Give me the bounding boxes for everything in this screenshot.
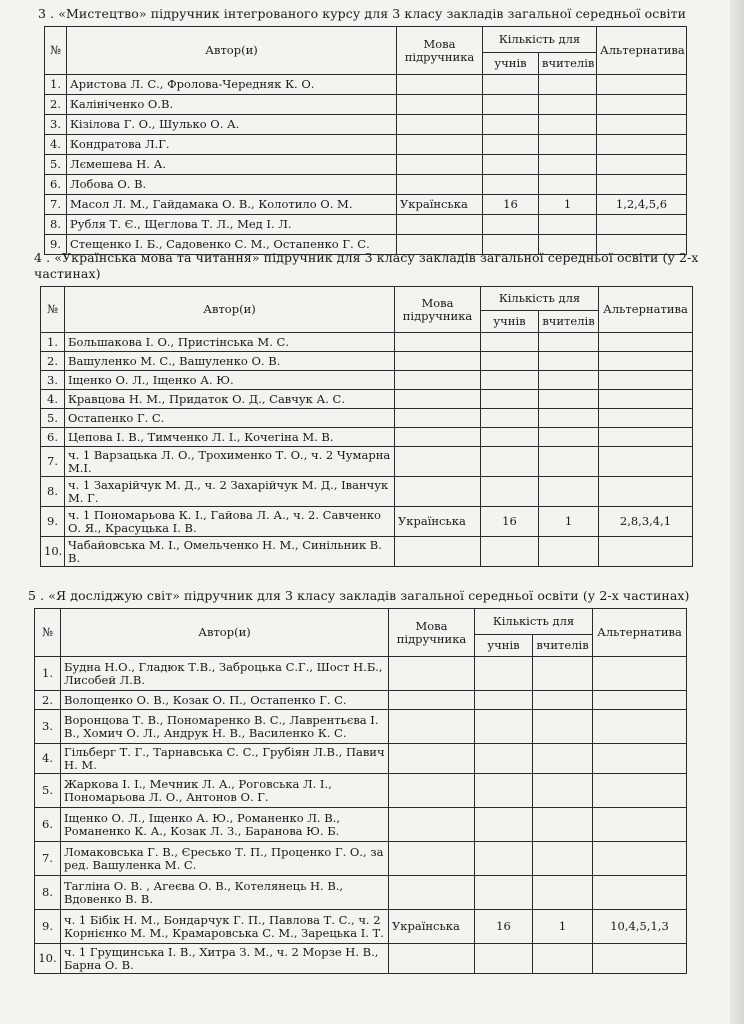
row-students: [475, 774, 533, 808]
row-author: Большакова І. О., Пристінська М. С.: [65, 333, 395, 352]
row-author: Остапенко Г. С.: [65, 409, 395, 428]
row-teachers: 1: [533, 910, 593, 944]
row-language: [395, 537, 481, 567]
row-alternative: [593, 691, 687, 710]
row-teachers: [533, 744, 593, 774]
row-students: [481, 333, 539, 352]
row-students: [483, 75, 539, 95]
header-row: [41, 287, 693, 311]
header-alternative: Альтернатива: [599, 287, 693, 333]
table-row: [45, 215, 687, 235]
row-alternative: [599, 371, 693, 390]
row-number: 6.: [35, 808, 61, 842]
row-number: 3.: [35, 710, 61, 744]
row-language: [389, 808, 475, 842]
row-number: 2.: [41, 352, 65, 371]
row-teachers: [533, 710, 593, 744]
row-alternative: [597, 155, 687, 175]
row-number: 8.: [45, 215, 67, 235]
table-row: [45, 95, 687, 115]
row-language: [397, 155, 483, 175]
row-teachers: [539, 447, 599, 477]
table-row: [45, 135, 687, 155]
row-alternative: 2,8,3,4,1: [599, 507, 693, 537]
row-students: [475, 657, 533, 691]
header-students: учнів: [481, 311, 539, 333]
row-alternative: [597, 215, 687, 235]
row-number: 4.: [41, 390, 65, 409]
table-row: [35, 910, 687, 944]
row-alternative: [593, 774, 687, 808]
row-students: [481, 390, 539, 409]
row-language: [389, 842, 475, 876]
row-alternative: 10,4,5,1,3: [593, 910, 687, 944]
row-number: 3.: [45, 115, 67, 135]
header-number: №: [35, 609, 61, 657]
row-number: 5.: [35, 774, 61, 808]
textbook-table: [40, 286, 693, 567]
header-row: [35, 609, 687, 635]
section-title: 4 . «Українська мова та читання» підручник для 3 класу закладів загальної середньої освіти (у 2-х частинах): [34, 250, 699, 281]
header-alternative: Альтернатива: [593, 609, 687, 657]
row-number: 1.: [45, 75, 67, 95]
row-author: Ломаковська Г. В., Єресько Т. П., Проценко Г. О., за ред. Вашуленка М. С.: [61, 842, 389, 876]
row-language: [389, 744, 475, 774]
row-author: ч. 1 Захарійчук М. Д., ч. 2 Захарійчук М. Д., Іванчук М. Г.: [65, 477, 395, 507]
row-alternative: [599, 409, 693, 428]
row-teachers: [539, 135, 597, 155]
table-row: [41, 333, 693, 352]
section-title: 5 . «Я досліджую світ» підручник для 3 класу закладів загальної середньої освіти (у 2-х частинах): [28, 588, 690, 603]
row-language: [397, 135, 483, 155]
row-alternative: [599, 428, 693, 447]
table-row: [41, 447, 693, 477]
row-teachers: [539, 95, 597, 115]
row-teachers: [539, 428, 599, 447]
row-alternative: [593, 808, 687, 842]
row-students: [483, 95, 539, 115]
row-teachers: [539, 115, 597, 135]
row-number: 1.: [35, 657, 61, 691]
row-students: [481, 477, 539, 507]
row-alternative: [597, 75, 687, 95]
header-quantity: Кількість для: [481, 287, 599, 311]
header-author: Автор(и): [67, 27, 397, 75]
textbook-table: [44, 26, 687, 255]
row-students: [483, 135, 539, 155]
row-author: Цепова І. В., Тимченко Л. І., Кочегіна М. В.: [65, 428, 395, 447]
table-row: [35, 691, 687, 710]
row-alternative: [597, 175, 687, 195]
row-alternative: [593, 944, 687, 974]
row-number: 10.: [41, 537, 65, 567]
row-language: [389, 657, 475, 691]
row-alternative: [597, 95, 687, 115]
row-author: Лобова О. В.: [67, 175, 397, 195]
row-students: [483, 215, 539, 235]
row-language: [389, 944, 475, 974]
row-language: [397, 115, 483, 135]
row-language: Українська: [395, 507, 481, 537]
row-author: Лємешева Н. А.: [67, 155, 397, 175]
row-language: [389, 710, 475, 744]
row-alternative: [599, 477, 693, 507]
header-language: Мова підручника: [397, 27, 483, 75]
header-teachers: вчителів: [539, 53, 597, 75]
table-row: [35, 842, 687, 876]
row-author: Калініченко О.В.: [67, 95, 397, 115]
row-teachers: [539, 75, 597, 95]
row-students: [481, 371, 539, 390]
table-row: [41, 537, 693, 567]
row-number: 3.: [41, 371, 65, 390]
header-quantity: Кількість для: [483, 27, 597, 53]
header-students: учнів: [475, 635, 533, 657]
row-number: 6.: [45, 175, 67, 195]
table-row: [35, 876, 687, 910]
row-students: [475, 691, 533, 710]
textbook-table: [34, 608, 687, 974]
row-language: [395, 409, 481, 428]
row-alternative: [593, 710, 687, 744]
row-language: [397, 215, 483, 235]
header-teachers: вчителів: [539, 311, 599, 333]
row-teachers: [539, 215, 597, 235]
row-author: Гільберг Т. Г., Тарнавська С. С., Грубіян Л.В., Павич Н. М.: [61, 744, 389, 774]
row-number: 6.: [41, 428, 65, 447]
table-row: [45, 155, 687, 175]
row-students: [483, 115, 539, 135]
row-author: Іщенко О. Л., Іщенко А. Ю., Романенко Л. В., Романенко К. А., Козак Л. З., Баранова Ю. Б.: [61, 808, 389, 842]
row-students: 16: [475, 910, 533, 944]
row-students: [481, 409, 539, 428]
row-language: Українська: [389, 910, 475, 944]
row-students: [483, 175, 539, 195]
header-author: Автор(и): [61, 609, 389, 657]
row-students: [475, 876, 533, 910]
table-row: [35, 808, 687, 842]
row-students: [481, 352, 539, 371]
row-number: 2.: [35, 691, 61, 710]
row-number: 4.: [45, 135, 67, 155]
row-author: ч. 1 Бібік Н. М., Бондарчук Г. П., Павлова Т. С., ч. 2 Корнієнко М. М., Крамаровська С. М., Зарецька І. Т.: [61, 910, 389, 944]
row-number: 2.: [45, 95, 67, 115]
row-alternative: [597, 135, 687, 155]
row-number: 7.: [45, 195, 67, 215]
row-students: [475, 808, 533, 842]
row-students: [475, 710, 533, 744]
row-author: Вашуленко М. С., Вашуленко О. В.: [65, 352, 395, 371]
row-language: [395, 371, 481, 390]
header-author: Автор(и): [65, 287, 395, 333]
row-teachers: [539, 155, 597, 175]
row-language: [395, 390, 481, 409]
row-author: ч. 1 Грущинська І. В., Хитра З. М., ч. 2 Морзе Н. В., Барна О. В.: [61, 944, 389, 974]
row-language: [397, 175, 483, 195]
header-language: Мова підручника: [395, 287, 481, 333]
row-language: [395, 447, 481, 477]
paper-edge: [730, 0, 744, 1024]
row-number: 9.: [41, 507, 65, 537]
table-row: [41, 477, 693, 507]
row-teachers: [533, 876, 593, 910]
row-number: 1.: [41, 333, 65, 352]
table-row: [35, 710, 687, 744]
row-language: [389, 691, 475, 710]
row-author: Жаркова І. І., Мечник Л. А., Роговська Л. І., Пономарьова Л. О., Антонов О. Г.: [61, 774, 389, 808]
table-row: [45, 175, 687, 195]
row-language: [395, 352, 481, 371]
header-number: №: [41, 287, 65, 333]
header-students: учнів: [483, 53, 539, 75]
row-language: [397, 75, 483, 95]
row-language: [395, 333, 481, 352]
row-author: Масол Л. М., Гайдамака О. В., Колотило О. М.: [67, 195, 397, 215]
row-author: Кравцова Н. М., Придаток О. Д., Савчук А. С.: [65, 390, 395, 409]
row-teachers: 1: [539, 507, 599, 537]
row-teachers: [539, 352, 599, 371]
row-alternative: [593, 876, 687, 910]
row-students: [475, 842, 533, 876]
row-students: [481, 447, 539, 477]
row-number: 8.: [41, 477, 65, 507]
row-author: Аристова Л. С., Фролова-Чередняк К. О.: [67, 75, 397, 95]
row-author: Стещенко І. Б., Садовенко С. М., Остапенко Г. С.: [67, 235, 397, 255]
row-teachers: [539, 175, 597, 195]
row-language: [389, 774, 475, 808]
row-students: [483, 155, 539, 175]
table-row: [35, 657, 687, 691]
row-author: Кондратова Л.Г.: [67, 135, 397, 155]
row-alternative: [599, 447, 693, 477]
header-alternative: Альтернатива: [597, 27, 687, 75]
row-alternative: [599, 333, 693, 352]
row-students: 16: [481, 507, 539, 537]
row-author: Іщенко О. Л., Іщенко А. Ю.: [65, 371, 395, 390]
row-language: Українська: [397, 195, 483, 215]
row-language: [389, 876, 475, 910]
table-row: [41, 352, 693, 371]
row-teachers: [539, 371, 599, 390]
table-row: [41, 371, 693, 390]
row-students: [481, 428, 539, 447]
row-teachers: [539, 537, 599, 567]
row-alternative: 1,2,4,5,6: [597, 195, 687, 215]
row-teachers: [533, 842, 593, 876]
table-row: [45, 115, 687, 135]
row-author: Будна Н.О., Гладюк Т.В., Заброцька С.Г., Шост Н.Б., Лисобей Л.В.: [61, 657, 389, 691]
table-row: [41, 428, 693, 447]
row-alternative: [593, 657, 687, 691]
row-alternative: [599, 537, 693, 567]
row-alternative: [599, 352, 693, 371]
row-teachers: [533, 774, 593, 808]
row-language: [395, 428, 481, 447]
row-author: Волощенко О. В., Козак О. П., Остапенко Г. С.: [61, 691, 389, 710]
section-title: 3 . «Мистецтво» підручник інтегрованого курсу для 3 класу закладів загальної середньої освіти: [38, 6, 687, 21]
header-row: [45, 27, 687, 53]
row-students: 16: [483, 195, 539, 215]
row-teachers: 1: [539, 195, 597, 215]
table-row: [35, 744, 687, 774]
table-row: [45, 195, 687, 215]
row-alternative: [599, 390, 693, 409]
header-number: №: [45, 27, 67, 75]
row-language: [397, 95, 483, 115]
header-language: Мова підручника: [389, 609, 475, 657]
row-teachers: [539, 390, 599, 409]
row-teachers: [539, 477, 599, 507]
row-number: 4.: [35, 744, 61, 774]
row-number: 5.: [45, 155, 67, 175]
row-students: [475, 744, 533, 774]
row-alternative: [597, 115, 687, 135]
row-author: ч. 1 Варзацька Л. О., Трохименко Т. О., ч. 2 Чумарна М.І.: [65, 447, 395, 477]
row-number: 9.: [35, 910, 61, 944]
table-row: [41, 409, 693, 428]
row-teachers: [539, 333, 599, 352]
row-teachers: [533, 657, 593, 691]
row-author: Чабайовська М. І., Омельченко Н. М., Синільник В. В.: [65, 537, 395, 567]
row-author: Кізілова Г. О., Шулько О. А.: [67, 115, 397, 135]
row-students: [475, 944, 533, 974]
row-alternative: [593, 744, 687, 774]
row-students: [481, 537, 539, 567]
row-number: 5.: [41, 409, 65, 428]
header-quantity: Кількість для: [475, 609, 593, 635]
row-teachers: [539, 409, 599, 428]
row-number: 9.: [45, 235, 67, 255]
table-row: [41, 507, 693, 537]
table-row: [35, 774, 687, 808]
row-author: ч. 1 Пономарьова К. І., Гайова Л. А., ч. 2. Савченко О. Я., Красуцька І. В.: [65, 507, 395, 537]
row-alternative: [593, 842, 687, 876]
row-author: Тагліна О. В. , Агеєва О. В., Котелянець Н. В., Вдовенко В. В.: [61, 876, 389, 910]
row-teachers: [533, 691, 593, 710]
table-row: [41, 390, 693, 409]
row-number: 7.: [41, 447, 65, 477]
row-number: 8.: [35, 876, 61, 910]
header-teachers: вчителів: [533, 635, 593, 657]
row-teachers: [533, 944, 593, 974]
row-language: [395, 477, 481, 507]
row-author: Воронцова Т. В., Пономаренко В. С., Лаврентьєва І. В., Хомич О. Л., Андрук Н. В., Василенко К. С.: [61, 710, 389, 744]
table-row: [35, 944, 687, 974]
row-number: 10.: [35, 944, 61, 974]
row-teachers: [533, 808, 593, 842]
row-number: 7.: [35, 842, 61, 876]
table-row: [45, 75, 687, 95]
row-author: Рубля Т. Є., Щеглова Т. Л., Мед І. Л.: [67, 215, 397, 235]
